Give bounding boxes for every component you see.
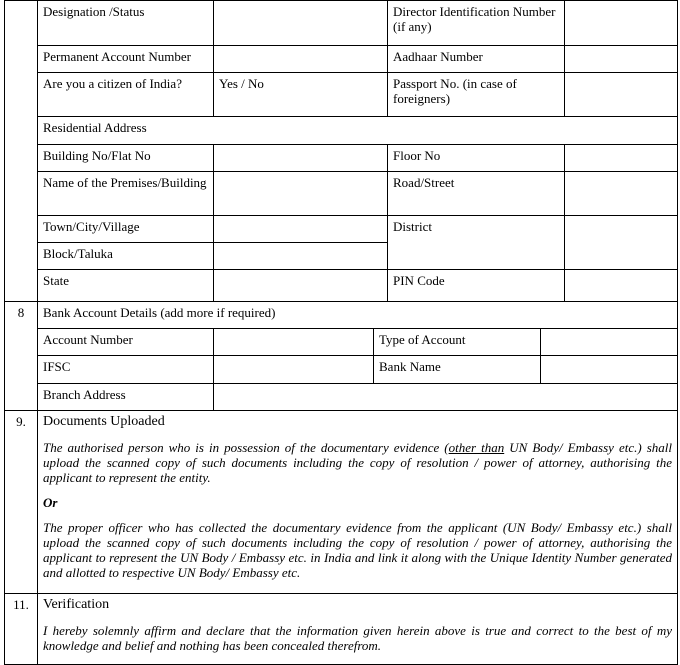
premises-label: Name of the Premises/Building (38, 172, 214, 216)
district-field[interactable] (565, 216, 678, 270)
verification-title: Verification (43, 597, 110, 612)
section-number-11: 11. (5, 594, 38, 665)
pin-label: PIN Code (388, 270, 565, 302)
block-field[interactable] (214, 243, 388, 270)
bank-section-title: Bank Account Details (add more if required) (38, 302, 678, 329)
town-field[interactable] (214, 216, 388, 243)
designation-field[interactable] (214, 1, 388, 46)
account-row (5, 329, 678, 356)
branch-address-field[interactable] (214, 384, 678, 411)
state-label: State (38, 270, 214, 302)
verification-paragraph: I hereby solemnly affirm and declare that the information given herein above is true and correct to the best of my knowledge and belief and nothing has been concealed therefrom. (43, 623, 672, 653)
documents-title: Documents Uploaded (43, 414, 165, 429)
aadhaar-label: Aadhaar Number (388, 46, 565, 73)
documents-cell (38, 411, 678, 594)
premises-row (5, 172, 678, 216)
pan-field[interactable] (214, 46, 388, 73)
verification-cell (38, 594, 678, 665)
branch-address-label: Branch Address (38, 384, 214, 411)
pan-row (5, 46, 678, 73)
passport-label: Passport No. (in case of foreigners) (388, 73, 565, 117)
designation-row (5, 1, 678, 46)
state-field[interactable] (214, 270, 388, 302)
road-label: Road/Street (388, 172, 565, 216)
floor-label: Floor No (388, 145, 565, 172)
verification-row (5, 594, 678, 665)
residential-label: Residential Address (38, 117, 678, 145)
building-field[interactable] (214, 145, 388, 172)
citizen-row (5, 73, 678, 117)
residential-row (5, 117, 678, 145)
branch-row (5, 384, 678, 411)
bank-header-row (5, 302, 678, 329)
citizen-label: Are you a citizen of India? (38, 73, 214, 117)
account-number-field[interactable] (214, 329, 374, 356)
documents-paragraph-2: The proper officer who has collected the documentary evidence from the applicant (UN Body/ Embassy etc.) shall upload the scanned copy of such documents including the copy of resolution / power of attorney, authorising the applicant to represent the UN Body / Embassy etc. in India and link it along with the Unique Identity Number generated and allotted to respective UN Body/ Embassy etc. (43, 520, 672, 580)
town-row (5, 216, 678, 243)
district-label: District (388, 216, 565, 270)
documents-row (5, 411, 678, 594)
ifsc-row (5, 356, 678, 384)
section-number-blank (5, 1, 38, 46)
building-label: Building No/Flat No (38, 145, 214, 172)
aadhaar-field[interactable] (565, 46, 678, 73)
application-form-table (4, 0, 678, 665)
account-type-field[interactable] (541, 329, 678, 356)
pin-field[interactable] (565, 270, 678, 302)
premises-field[interactable] (214, 172, 388, 216)
section-number-8: 8 (5, 302, 38, 329)
bank-name-field[interactable] (541, 356, 678, 384)
road-field[interactable] (565, 172, 678, 216)
ifsc-field[interactable] (214, 356, 374, 384)
town-label: Town/City/Village (38, 216, 214, 243)
bank-name-label: Bank Name (374, 356, 541, 384)
documents-paragraph-1: The authorised person who is in possession of the documentary evidence (other than UN Body/ Embassy etc.) shall upload the scanned copy of such documents including the copy of resolution / power of attorney, authorising the applicant to represent the entity. (43, 440, 672, 485)
section-number-9: 9. (5, 411, 38, 594)
ifsc-label: IFSC (38, 356, 214, 384)
designation-label: Designation /Status (38, 1, 214, 46)
din-label: Director Identification Number (if any) (388, 1, 565, 46)
citizen-value[interactable]: Yes / No (214, 73, 388, 117)
building-row (5, 145, 678, 172)
account-number-label: Account Number (38, 329, 214, 356)
block-label: Block/Taluka (38, 243, 214, 270)
pan-label: Permanent Account Number (38, 46, 214, 73)
passport-field[interactable] (565, 73, 678, 117)
din-field[interactable] (565, 1, 678, 46)
state-row (5, 270, 678, 302)
or-separator: Or (43, 495, 58, 510)
floor-field[interactable] (565, 145, 678, 172)
account-type-label: Type of Account (374, 329, 541, 356)
